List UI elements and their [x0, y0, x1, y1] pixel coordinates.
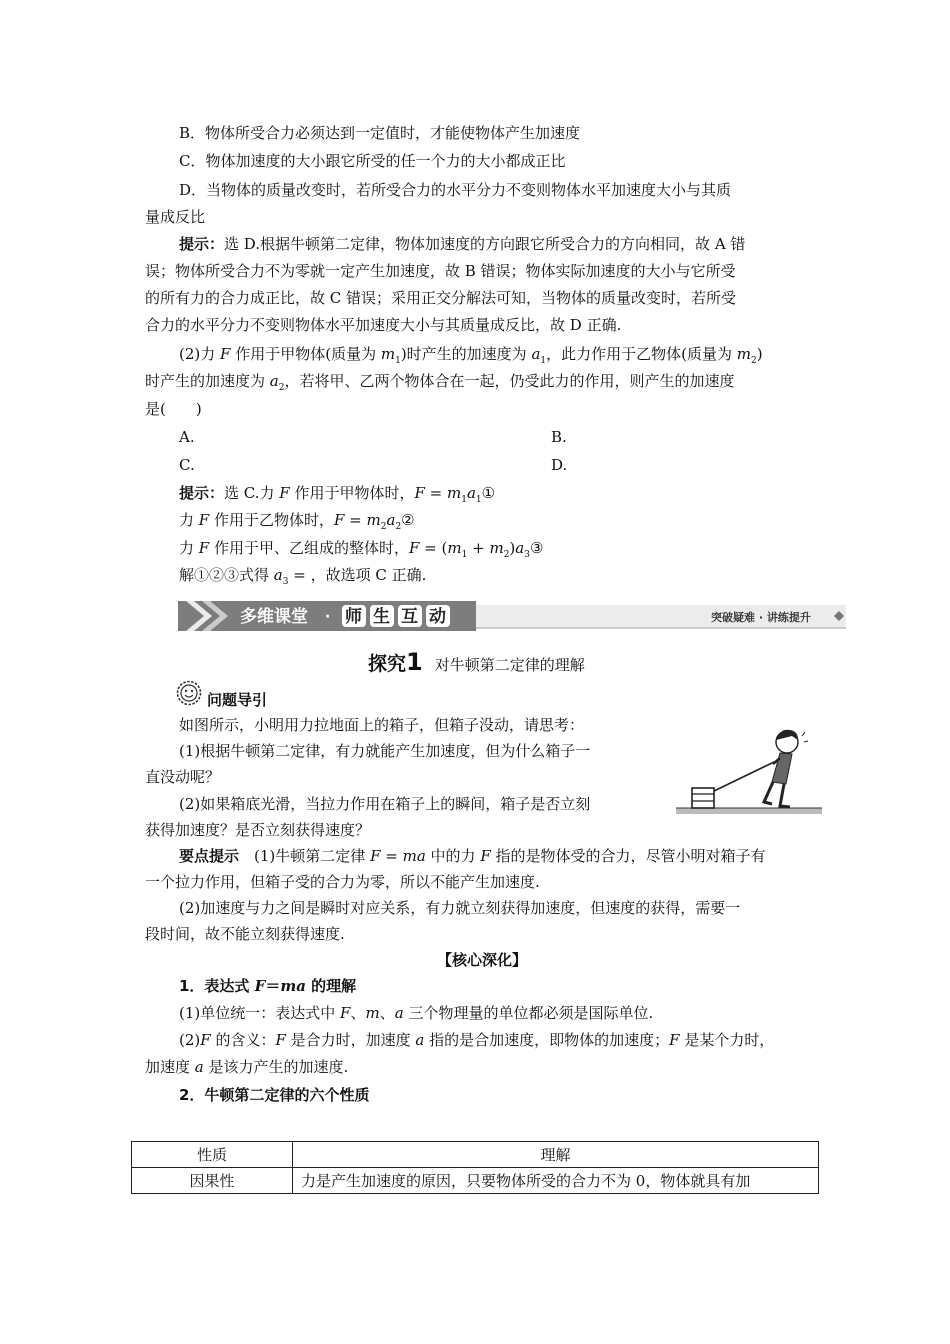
hint2-line1: 提示：选 C.力 F 作用于甲物体时，$F = m_1a_1①$ [179, 484, 496, 505]
hint1-line3: 的所有力的合力成正比，故 C 错误；采用正交分解法可知，当物体的质量改变时，若所受 [145, 289, 737, 307]
key-line4: 段时间，故不能立刻获得速度. [145, 925, 345, 943]
banner-char: 生 [373, 607, 390, 627]
option-d-line1: D．当物体的质量改变时，若所受合力的水平分力不变则物体水平加速度大小与其质 [179, 181, 732, 199]
ground [676, 808, 822, 814]
banner-right-text: 突破疑难 · 讲练提升 [711, 611, 811, 624]
hint2-line3: 力 F 作用于甲、乙组成的整体时，$F = (m_1$ + $m_2)a_3③$ [179, 539, 544, 560]
banner-char: 动 [429, 607, 446, 627]
hint1-line1 [179, 235, 745, 253]
option-b: B．物体所受合力必须达到一定值时，才能使物体产生加速度 [179, 124, 581, 142]
core-p2: (2)F 的含义：F 是合力时，加速度 a 指的是合加速度，即物体的加速度；F 是某个力时， [179, 1031, 775, 1049]
boy-pulling-box-illustration [676, 722, 824, 818]
table-header-row [132, 1142, 819, 1168]
box [692, 788, 714, 808]
core-p3: 加速度 a 是该力产生的加速度. [145, 1058, 349, 1076]
question2-line1: (2)力 F 作用于甲物体(质量为 $m_1$)时产生的加速度为 $a_1$，此力作用于乙物体(质量为 $m_2$) [179, 345, 763, 366]
hint2-line4: 解①②③式得 $a_3$ = ，故选项 C 正确. [179, 566, 427, 587]
guide-q1-line2: 直没动呢？ [145, 768, 221, 786]
guide-heading: 问题导引 [207, 691, 268, 709]
section-banner [178, 601, 846, 631]
banner-dot: · [325, 609, 331, 625]
key-label: 要点提示 [179, 847, 240, 865]
question2-line2: 时产生的加速度为 $a_2$，若将甲、乙两个物体合在一起，仍受此力的作用，则产生的加速度 [145, 372, 735, 393]
guide-q2-line1: (2)如果箱底光滑，当拉力作用在箱子上的瞬间，箱子是否立刻 [179, 795, 591, 813]
boy [764, 730, 808, 807]
option-c: C．物体加速度的大小跟它所受的任一个力的大小都成正比 [179, 152, 566, 170]
core-heading: 【核心深化】 [437, 951, 528, 969]
table-row [132, 1168, 819, 1194]
smiley-icon [176, 680, 202, 706]
banner-char: 师 [345, 607, 362, 627]
choice-a: A. [179, 428, 195, 446]
key-line2: 一个拉力作用，但箱子受的合力为零，所以不能产生加速度. [145, 873, 540, 891]
section-title: 探究1 对牛顿第二定律的理解 [368, 648, 585, 676]
hint-label: 提示： [179, 235, 225, 253]
properties-table [131, 1141, 819, 1194]
question2-line3: 是( ) [145, 400, 202, 418]
banner-char: 互 [401, 607, 418, 627]
guide-q2-line2: 获得加速度？是否立刻获得速度？ [145, 821, 371, 839]
hint-text: 选 D.根据牛顿第二定律，物体加速度的方向跟它所受合力的方向相同，故 A 错 [224, 235, 746, 253]
hint1-line4: 合力的水平分力不变则物体水平加速度大小与其质量成反比，故 D 正确. [145, 316, 622, 334]
core-item1: 1．表达式 F＝ma 的理解 [179, 977, 357, 995]
key-line1: 要点提示 (1)牛顿第二定律 F = ma 中的力 F 指的是物体受的合力，尽管小明对箱子有 [179, 847, 766, 865]
rope [714, 762, 774, 791]
table-cell: 因果性 [132, 1168, 293, 1194]
table-header-cell: 性质 [132, 1142, 293, 1168]
core-item2: 2．牛顿第二定律的六个性质 [179, 1086, 370, 1104]
guide-intro: 如图所示，小明用力拉地面上的箱子，但箱子没动，请思考： [179, 716, 585, 734]
hint2-line2: 力 F 作用于乙物体时，$F = m_2a_2②$ [179, 511, 415, 532]
guide-q1-line1: (1)根据牛顿第二定律，有力就能产生加速度，但为什么箱子一 [179, 742, 591, 760]
hint1-line2: 误；物体所受合力不为零就一定产生加速度，故 B 错误；物体实际加速度的大小与它所受 [145, 262, 736, 280]
choice-c: C. [179, 456, 195, 474]
table-cell: 力是产生加速度的原因，只要物体所受的合力不为 0，物体就具有加 [293, 1168, 819, 1194]
key-line3: (2)加速度与力之间是瞬时对应关系，有力就立刻获得加速度，但速度的获得，需要一 [179, 899, 741, 917]
table-header-cell: 理解 [293, 1142, 819, 1168]
banner-left-text: 多维课堂 [240, 607, 308, 627]
choice-b: B. [551, 428, 567, 446]
option-d-line2: 量成反比 [145, 208, 206, 226]
choice-d: D. [551, 456, 568, 474]
core-p1: (1)单位统一：表达式中 F、m、a 三个物理量的单位都必须是国际单位. [179, 1004, 654, 1022]
